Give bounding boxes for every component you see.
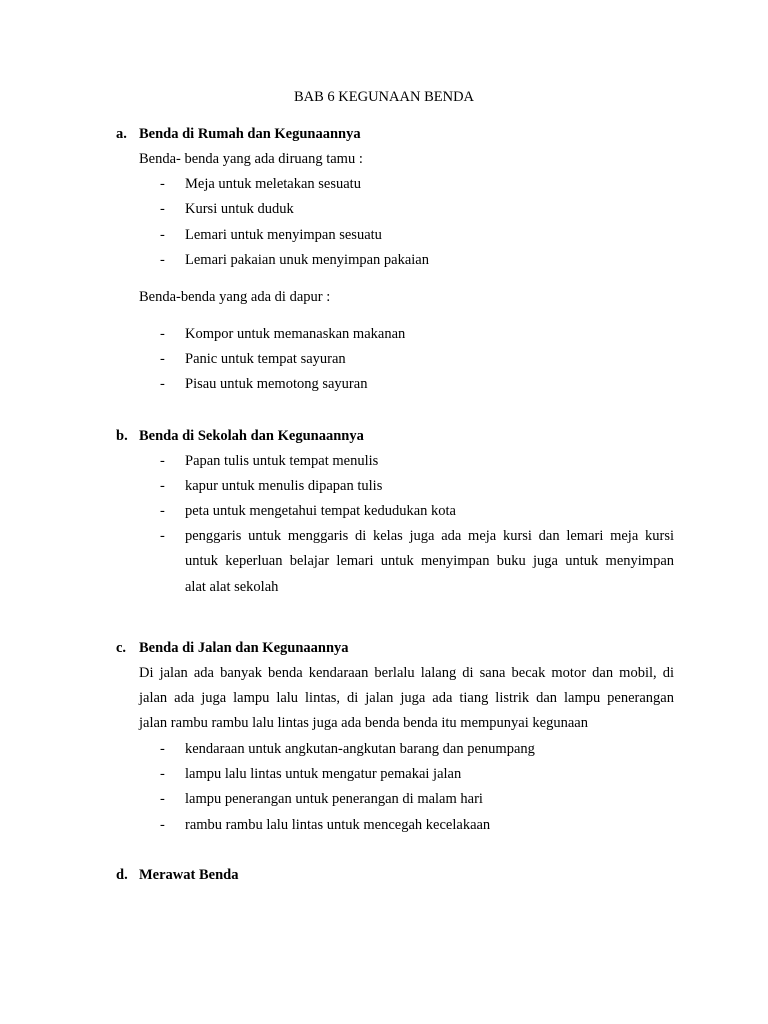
list-bullet: - [160,528,165,544]
list-item: peta untuk mengetahui tempat kedudukan kota [185,503,456,519]
list-bullet: - [160,201,165,217]
list-item: lampu penerangan untuk penerangan di malam hari [185,791,483,807]
section-c-letter: c. [116,640,127,656]
list-item-continuation: alat alat sekolah [185,579,279,595]
list-item: penggaris untuk menggaris di kelas juga ada meja kursi dan lemari meja kursi [185,528,674,544]
list-item: Lemari untuk menyimpan sesuatu [185,227,382,243]
list-bullet: - [160,376,165,392]
section-a-intro-kitchen: Benda-benda yang ada di dapur : [139,289,331,305]
list-item: lampu lalu lintas untuk mengatur pemakai jalan [185,766,462,782]
section-b-heading: Benda di Sekolah dan Kegunaannya [139,428,364,444]
list-bullet: - [160,741,165,757]
section-a-heading: Benda di Rumah dan Kegunaannya [139,126,361,142]
list-bullet: - [160,791,165,807]
list-bullet: - [160,252,165,268]
section-c-heading: Benda di Jalan dan Kegunaannya [139,640,349,656]
section-a-intro-living-room: Benda- benda yang ada diruang tamu : [139,151,363,167]
list-bullet: - [160,478,165,494]
page-title: BAB 6 KEGUNAAN BENDA [293,89,475,105]
list-bullet: - [160,453,165,469]
list-item: Pisau untuk memotong sayuran [185,376,368,392]
list-item: Papan tulis untuk tempat menulis [185,453,379,469]
section-d-heading: Merawat Benda [139,867,239,883]
section-b-letter: b. [116,428,128,444]
list-item: rambu rambu lalu lintas untuk mencegah kecelakaan [185,817,491,833]
list-item: kendaraan untuk angkutan-angkutan barang dan penumpang [185,741,535,757]
section-c-paragraph-line: jalan rambu rambu lalu lintas juga ada benda benda itu mempunyai kegunaan [139,715,588,731]
list-bullet: - [160,817,165,833]
list-item: Lemari pakaian unuk menyimpan pakaian [185,252,429,268]
list-bullet: - [160,766,165,782]
list-item: Meja untuk meletakan sesuatu [185,176,361,192]
list-item: kapur untuk menulis dipapan tulis [185,478,383,494]
list-bullet: - [160,227,165,243]
section-a-letter: a. [116,126,127,142]
section-d-letter: d. [116,867,128,883]
list-item: Kompor untuk memanaskan makanan [185,326,406,342]
list-item: Panic untuk tempat sayuran [185,351,346,367]
list-bullet: - [160,351,165,367]
list-bullet: - [160,176,165,192]
list-bullet: - [160,503,165,519]
list-bullet: - [160,326,165,342]
list-item: Kursi untuk duduk [185,201,294,217]
list-item-continuation: untuk keperluan belajar lemari untuk menyimpan buku juga untuk menyimpan [185,553,674,569]
section-c-paragraph-line: Di jalan ada banyak benda kendaraan berlalu lalang di sana becak motor dan mobil, di [139,665,674,681]
section-c-paragraph-line: jalan ada juga lampu lalu lintas, di jalan juga ada tiang listrik dan lampu penerangan [139,690,674,706]
